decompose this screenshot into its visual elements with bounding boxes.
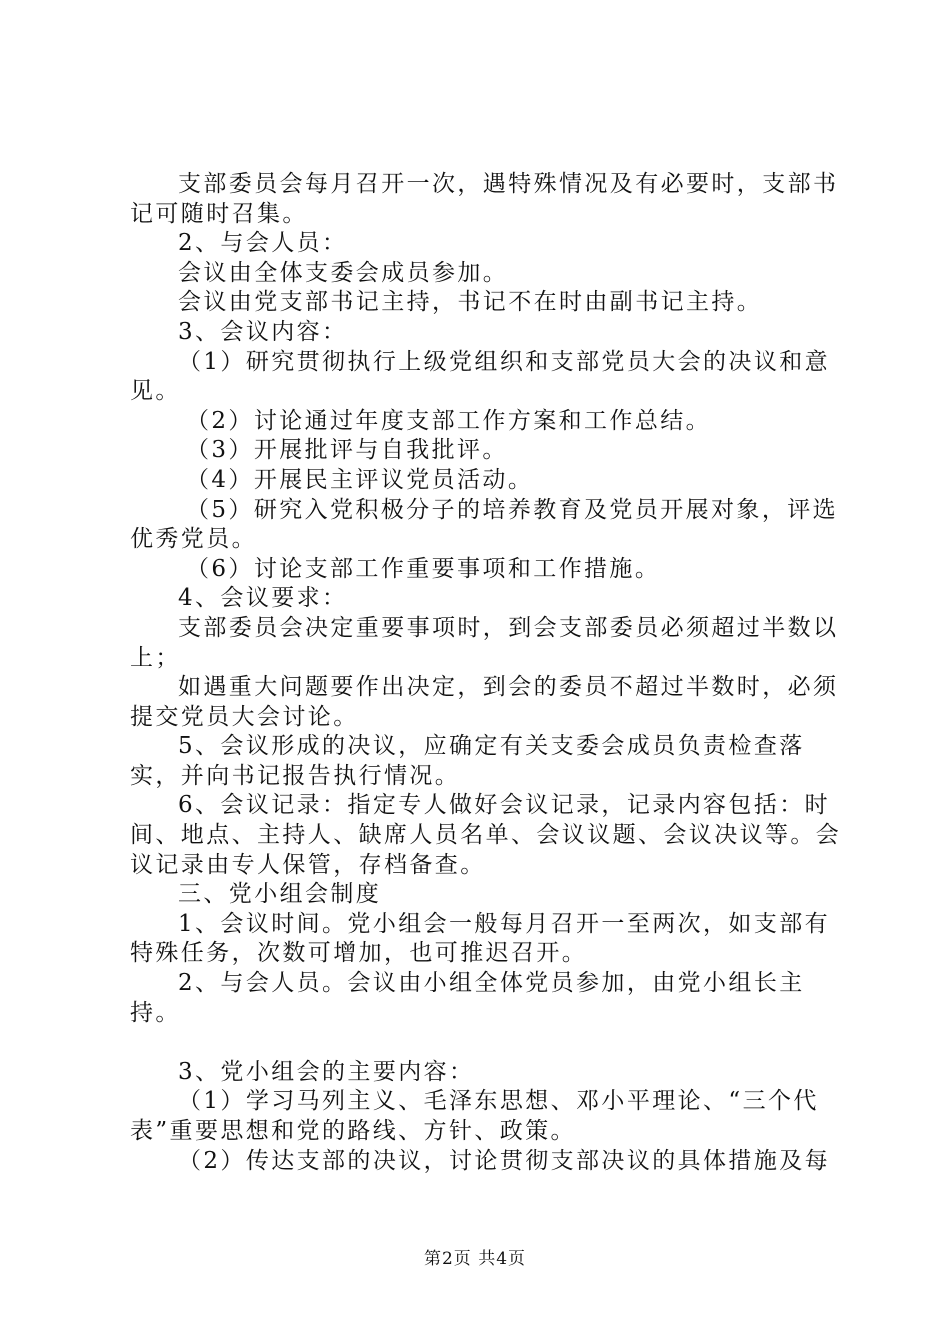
paragraph: （2）讨论通过年度支部工作方案和工作总结。 (186, 407, 712, 434)
page-footer: 第2页 共4页 (423, 1249, 527, 1269)
paragraph: 2、与会人员。会议由小组全体党员参加，由党小组长主持。 (130, 970, 805, 1026)
paragraph: 4、会议要求： (178, 585, 348, 612)
paragraph: （5）研究入党积极分子的培养教育及党员开展对象，评选优秀党员。 (130, 496, 839, 553)
paragraph: 2、与会人员： (178, 230, 348, 257)
paragraph: 如遇重大问题要作出决定，到会的委员不超过半数时，必须提交党员大会讨论。 (130, 674, 839, 730)
paragraph: 支部委员会每月召开一次，遇特殊情况及有必要时，支部书记可随时召集。 (130, 171, 839, 227)
paragraph: 5、会议形成的决议，应确定有关支委会成员负责检查落实，并向书记报告执行情况。 (130, 733, 805, 789)
document-body (130, 170, 850, 1176)
paragraph: 支部委员会决定重要事项时，到会支部委员必须超过半数以上； (130, 614, 839, 671)
paragraph: （4）开展民主评议党员活动。 (186, 466, 534, 493)
blank-line (130, 1028, 850, 1058)
paragraph: （1）研究贯彻执行上级党组织和支部党员大会的决议和意见。 (130, 348, 831, 405)
paragraph: 3、党小组会的主要内容： (178, 1058, 475, 1085)
paragraph: （1）学习马列主义、毛泽东思想、邓小平理论、“三个代表”重要思想和党的路线、方针、政策。 (130, 1088, 819, 1144)
paragraph: 3、会议内容： (178, 318, 348, 345)
paragraph: 会议由全体支委会成员参加。 (178, 259, 509, 286)
paragraph: 1、会议时间。党小组会一般每月召开一至两次，如支部有特殊任务，次数可增加，也可推迟召开。 (130, 910, 831, 967)
paragraph: （2）传达支部的决议，讨论贯彻支部决议的具体措施及每 (178, 1147, 831, 1174)
paragraph: （3）开展批评与自我批评。 (186, 437, 508, 464)
paragraph: 6、会议记录：指定专人做好会议记录，记录内容包括：时间、地点、主持人、缺席人员名单、会议议题、会议决议等。会议记录由专人保管，存档备查。 (130, 792, 842, 878)
paragraph: 会议由党支部书记主持，书记不在时由副书记主持。 (178, 289, 763, 316)
paragraph: （6）讨论支部工作重要事项和工作措施。 (186, 555, 661, 582)
section-heading: 三、党小组会制度 (178, 881, 382, 908)
